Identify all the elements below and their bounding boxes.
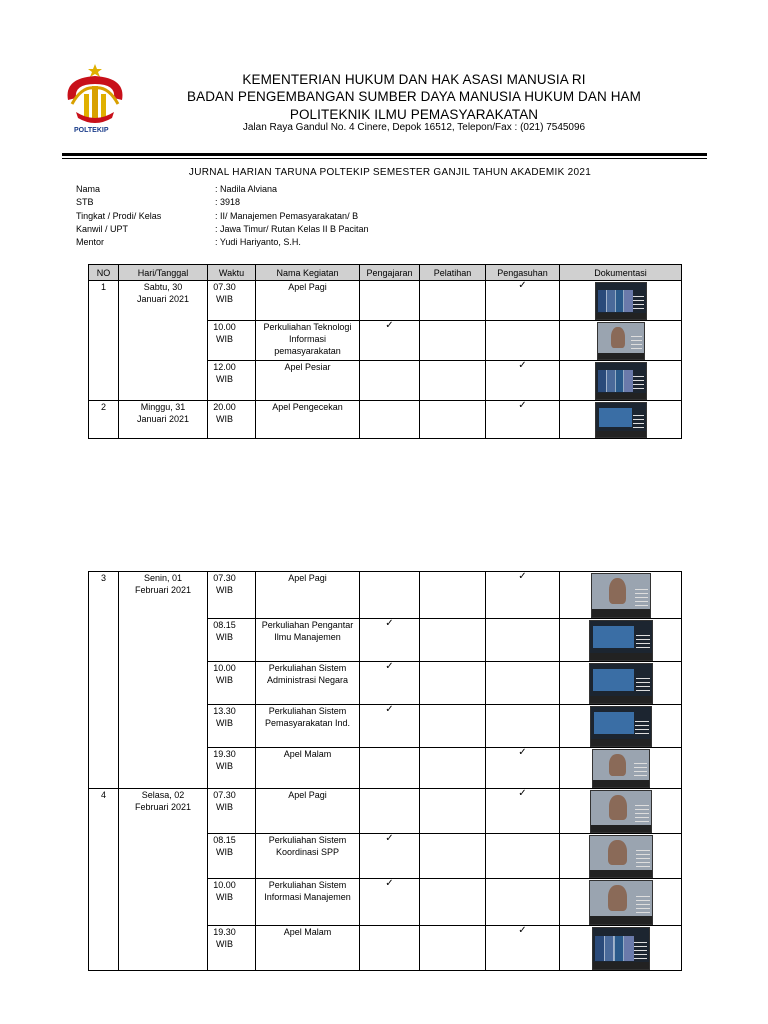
documentation-photo <box>591 573 651 618</box>
pengajaran-cell <box>360 879 420 926</box>
column-header: NO <box>89 265 119 281</box>
activity-time: 19.30 WIB <box>208 926 256 971</box>
pelatihan-cell <box>420 361 486 401</box>
documentation-cell <box>560 879 682 926</box>
pelatihan-cell <box>420 705 486 748</box>
pengasuhan-cell <box>486 926 560 971</box>
pelatihan-cell <box>420 619 486 662</box>
journal-title: JURNAL HARIAN TARUNA POLTEKIP SEMESTER GANJIL TAHUN AKADEMIK 2021 <box>188 167 592 178</box>
documentation-photo <box>595 282 647 320</box>
activity-name: Perkuliahan Teknologi Informasi pemasyarakatan <box>256 321 360 361</box>
info-value: : 3918 <box>215 197 241 208</box>
pengasuhan-cell <box>486 619 560 662</box>
table-header-row <box>89 265 682 281</box>
activity-name: Apel Pagi <box>256 281 360 321</box>
pengasuhan-cell <box>486 361 560 401</box>
pengajaran-cell <box>360 748 420 789</box>
ministry-title: KEMENTERIAN HUKUM DAN HAK ASASI MANUSIA RI <box>242 72 586 87</box>
activity-name: Apel Pagi <box>256 789 360 834</box>
logo-text: POLTEKIP <box>74 127 109 134</box>
day-date: Senin, 01 Februari 2021 <box>119 572 208 789</box>
activity-name: Perkuliahan Sistem Koordinasi SPP <box>256 834 360 879</box>
check-icon: ✓ <box>385 661 394 672</box>
check-icon: ✓ <box>385 833 394 844</box>
header-rule-thick <box>62 153 707 156</box>
check-icon: ✓ <box>518 360 527 371</box>
activity-name: Apel Malam <box>256 926 360 971</box>
pengajaran-cell <box>360 926 420 971</box>
activity-name: Perkuliahan Sistem Pemasyarakatan Ind. <box>256 705 360 748</box>
documentation-cell <box>560 572 682 619</box>
pelatihan-cell <box>420 401 486 439</box>
pengajaran-cell <box>360 834 420 879</box>
pengasuhan-cell <box>486 321 560 361</box>
documentation-cell <box>560 705 682 748</box>
pengasuhan-cell <box>486 879 560 926</box>
check-icon: ✓ <box>518 788 527 799</box>
institution-title: POLITEKNIK ILMU PEMASYARAKATAN <box>289 107 539 122</box>
activity-time: 13.30 WIB <box>208 705 256 748</box>
pelatihan-cell <box>420 789 486 834</box>
documentation-photo <box>589 880 653 925</box>
documentation-cell <box>560 281 682 321</box>
documentation-cell <box>560 926 682 971</box>
info-value: : Jawa Timur/ Rutan Kelas II B Pacitan <box>215 223 369 234</box>
activity-name: Perkuliahan Pengantar Ilmu Manajemen <box>256 619 360 662</box>
activity-name: Apel Pesiar <box>256 361 360 401</box>
documentation-cell <box>560 789 682 834</box>
activity-name: Apel Malam <box>256 748 360 789</box>
pelatihan-cell <box>420 572 486 619</box>
check-icon: ✓ <box>385 320 394 331</box>
column-header: Dokumentasi <box>560 265 682 281</box>
check-icon: ✓ <box>518 571 527 582</box>
activity-time: 10.00 WIB <box>208 321 256 361</box>
pengasuhan-cell <box>486 572 560 619</box>
column-header: Nama Kegiatan <box>256 265 360 281</box>
column-header: Pelatihan <box>420 265 486 281</box>
table-row <box>89 401 682 439</box>
pengasuhan-cell <box>486 834 560 879</box>
activity-time: 10.00 WIB <box>208 879 256 926</box>
documentation-photo <box>595 362 647 400</box>
day-date: Minggu, 31 Januari 2021 <box>119 401 208 439</box>
pengajaran-cell <box>360 705 420 748</box>
pengajaran-cell <box>360 361 420 401</box>
day-date: Sabtu, 30 Januari 2021 <box>119 281 208 401</box>
documentation-cell <box>560 321 682 361</box>
pengasuhan-cell <box>486 662 560 705</box>
check-icon: ✓ <box>518 747 527 758</box>
activity-name: Perkuliahan Sistem Informasi Manajemen <box>256 879 360 926</box>
day-date: Selasa, 02 Februari 2021 <box>119 789 208 971</box>
documentation-photo <box>595 402 647 438</box>
activity-time: 07.30 WIB <box>208 789 256 834</box>
pengasuhan-cell <box>486 748 560 789</box>
pengajaran-cell <box>360 789 420 834</box>
pelatihan-cell <box>420 879 486 926</box>
activity-time: 08.15 WIB <box>208 619 256 662</box>
pengasuhan-cell <box>486 281 560 321</box>
activity-time: 19.30 WIB <box>208 748 256 789</box>
activity-time: 12.00 WIB <box>208 361 256 401</box>
check-icon: ✓ <box>518 280 527 291</box>
info-label: STB <box>76 197 94 208</box>
pelatihan-cell <box>420 748 486 789</box>
documentation-cell <box>560 662 682 705</box>
table-row <box>89 281 682 321</box>
check-icon: ✓ <box>385 878 394 889</box>
column-header: Hari/Tanggal <box>119 265 208 281</box>
documentation-photo <box>590 790 652 833</box>
pengajaran-cell <box>360 662 420 705</box>
pengajaran-cell <box>360 281 420 321</box>
activity-time: 07.30 WIB <box>208 572 256 619</box>
activity-time: 10.00 WIB <box>208 662 256 705</box>
info-label: Mentor <box>76 237 105 248</box>
documentation-cell <box>560 401 682 439</box>
pelatihan-cell <box>420 926 486 971</box>
day-number: 4 <box>89 789 119 971</box>
pelatihan-cell <box>420 662 486 705</box>
pengasuhan-cell <box>486 705 560 748</box>
info-label: Kanwil / UPT <box>76 223 129 234</box>
activity-name: Perkuliahan Sistem Administrasi Negara <box>256 662 360 705</box>
check-icon: ✓ <box>385 704 394 715</box>
day-number: 2 <box>89 401 119 439</box>
header-rule-thin <box>62 158 707 159</box>
day-number: 3 <box>89 572 119 789</box>
documentation-photo <box>597 322 645 360</box>
table-row <box>89 789 682 834</box>
check-icon: ✓ <box>518 925 527 936</box>
documentation-cell <box>560 748 682 789</box>
pengajaran-cell <box>360 321 420 361</box>
documentation-photo <box>589 620 653 661</box>
info-value: : II/ Manajemen Pemasyarakatan/ B <box>215 210 359 221</box>
info-value: : Nadila Alviana <box>215 184 278 194</box>
pengasuhan-cell <box>486 401 560 439</box>
activity-name: Apel Pengecekan <box>256 401 360 439</box>
check-icon: ✓ <box>518 400 527 411</box>
pengajaran-cell <box>360 572 420 619</box>
info-value: : Yudi Hariyanto, S.H. <box>215 237 301 248</box>
pelatihan-cell <box>420 834 486 879</box>
documentation-cell <box>560 361 682 401</box>
documentation-photo <box>590 706 652 747</box>
documentation-photo <box>592 749 650 788</box>
pengasuhan-cell <box>486 789 560 834</box>
column-header: Waktu <box>208 265 256 281</box>
documentation-photo <box>589 663 653 704</box>
pelatihan-cell <box>420 321 486 361</box>
column-header: Pengajaran <box>360 265 420 281</box>
pengajaran-cell <box>360 619 420 662</box>
documentation-cell <box>560 834 682 879</box>
activity-name: Apel Pagi <box>256 572 360 619</box>
pelatihan-cell <box>420 281 486 321</box>
journal-table-part2 <box>88 571 682 971</box>
agency-title: BADAN PENGEMBANGAN SUMBER DAYA MANUSIA HUKUM DAN HAM <box>186 89 642 104</box>
day-number: 1 <box>89 281 119 401</box>
documentation-photo <box>592 927 650 970</box>
info-label: Tingkat / Prodi/ Kelas <box>76 210 162 221</box>
documentation-photo <box>589 835 653 878</box>
pengajaran-cell <box>360 401 420 439</box>
activity-time: 08.15 WIB <box>208 834 256 879</box>
documentation-cell <box>560 619 682 662</box>
table-row <box>89 572 682 619</box>
info-label: Nama <box>76 184 101 194</box>
address-line: Jalan Raya Gandul No. 4 Cinere, Depok 16512, Telepon/Fax : (021) 7545096 <box>242 122 586 133</box>
activity-time: 20.00 WIB <box>208 401 256 439</box>
activity-time: 07.30 WIB <box>208 281 256 321</box>
column-header: Pengasuhan <box>486 265 560 281</box>
journal-table-part1 <box>88 264 682 439</box>
check-icon: ✓ <box>385 618 394 629</box>
